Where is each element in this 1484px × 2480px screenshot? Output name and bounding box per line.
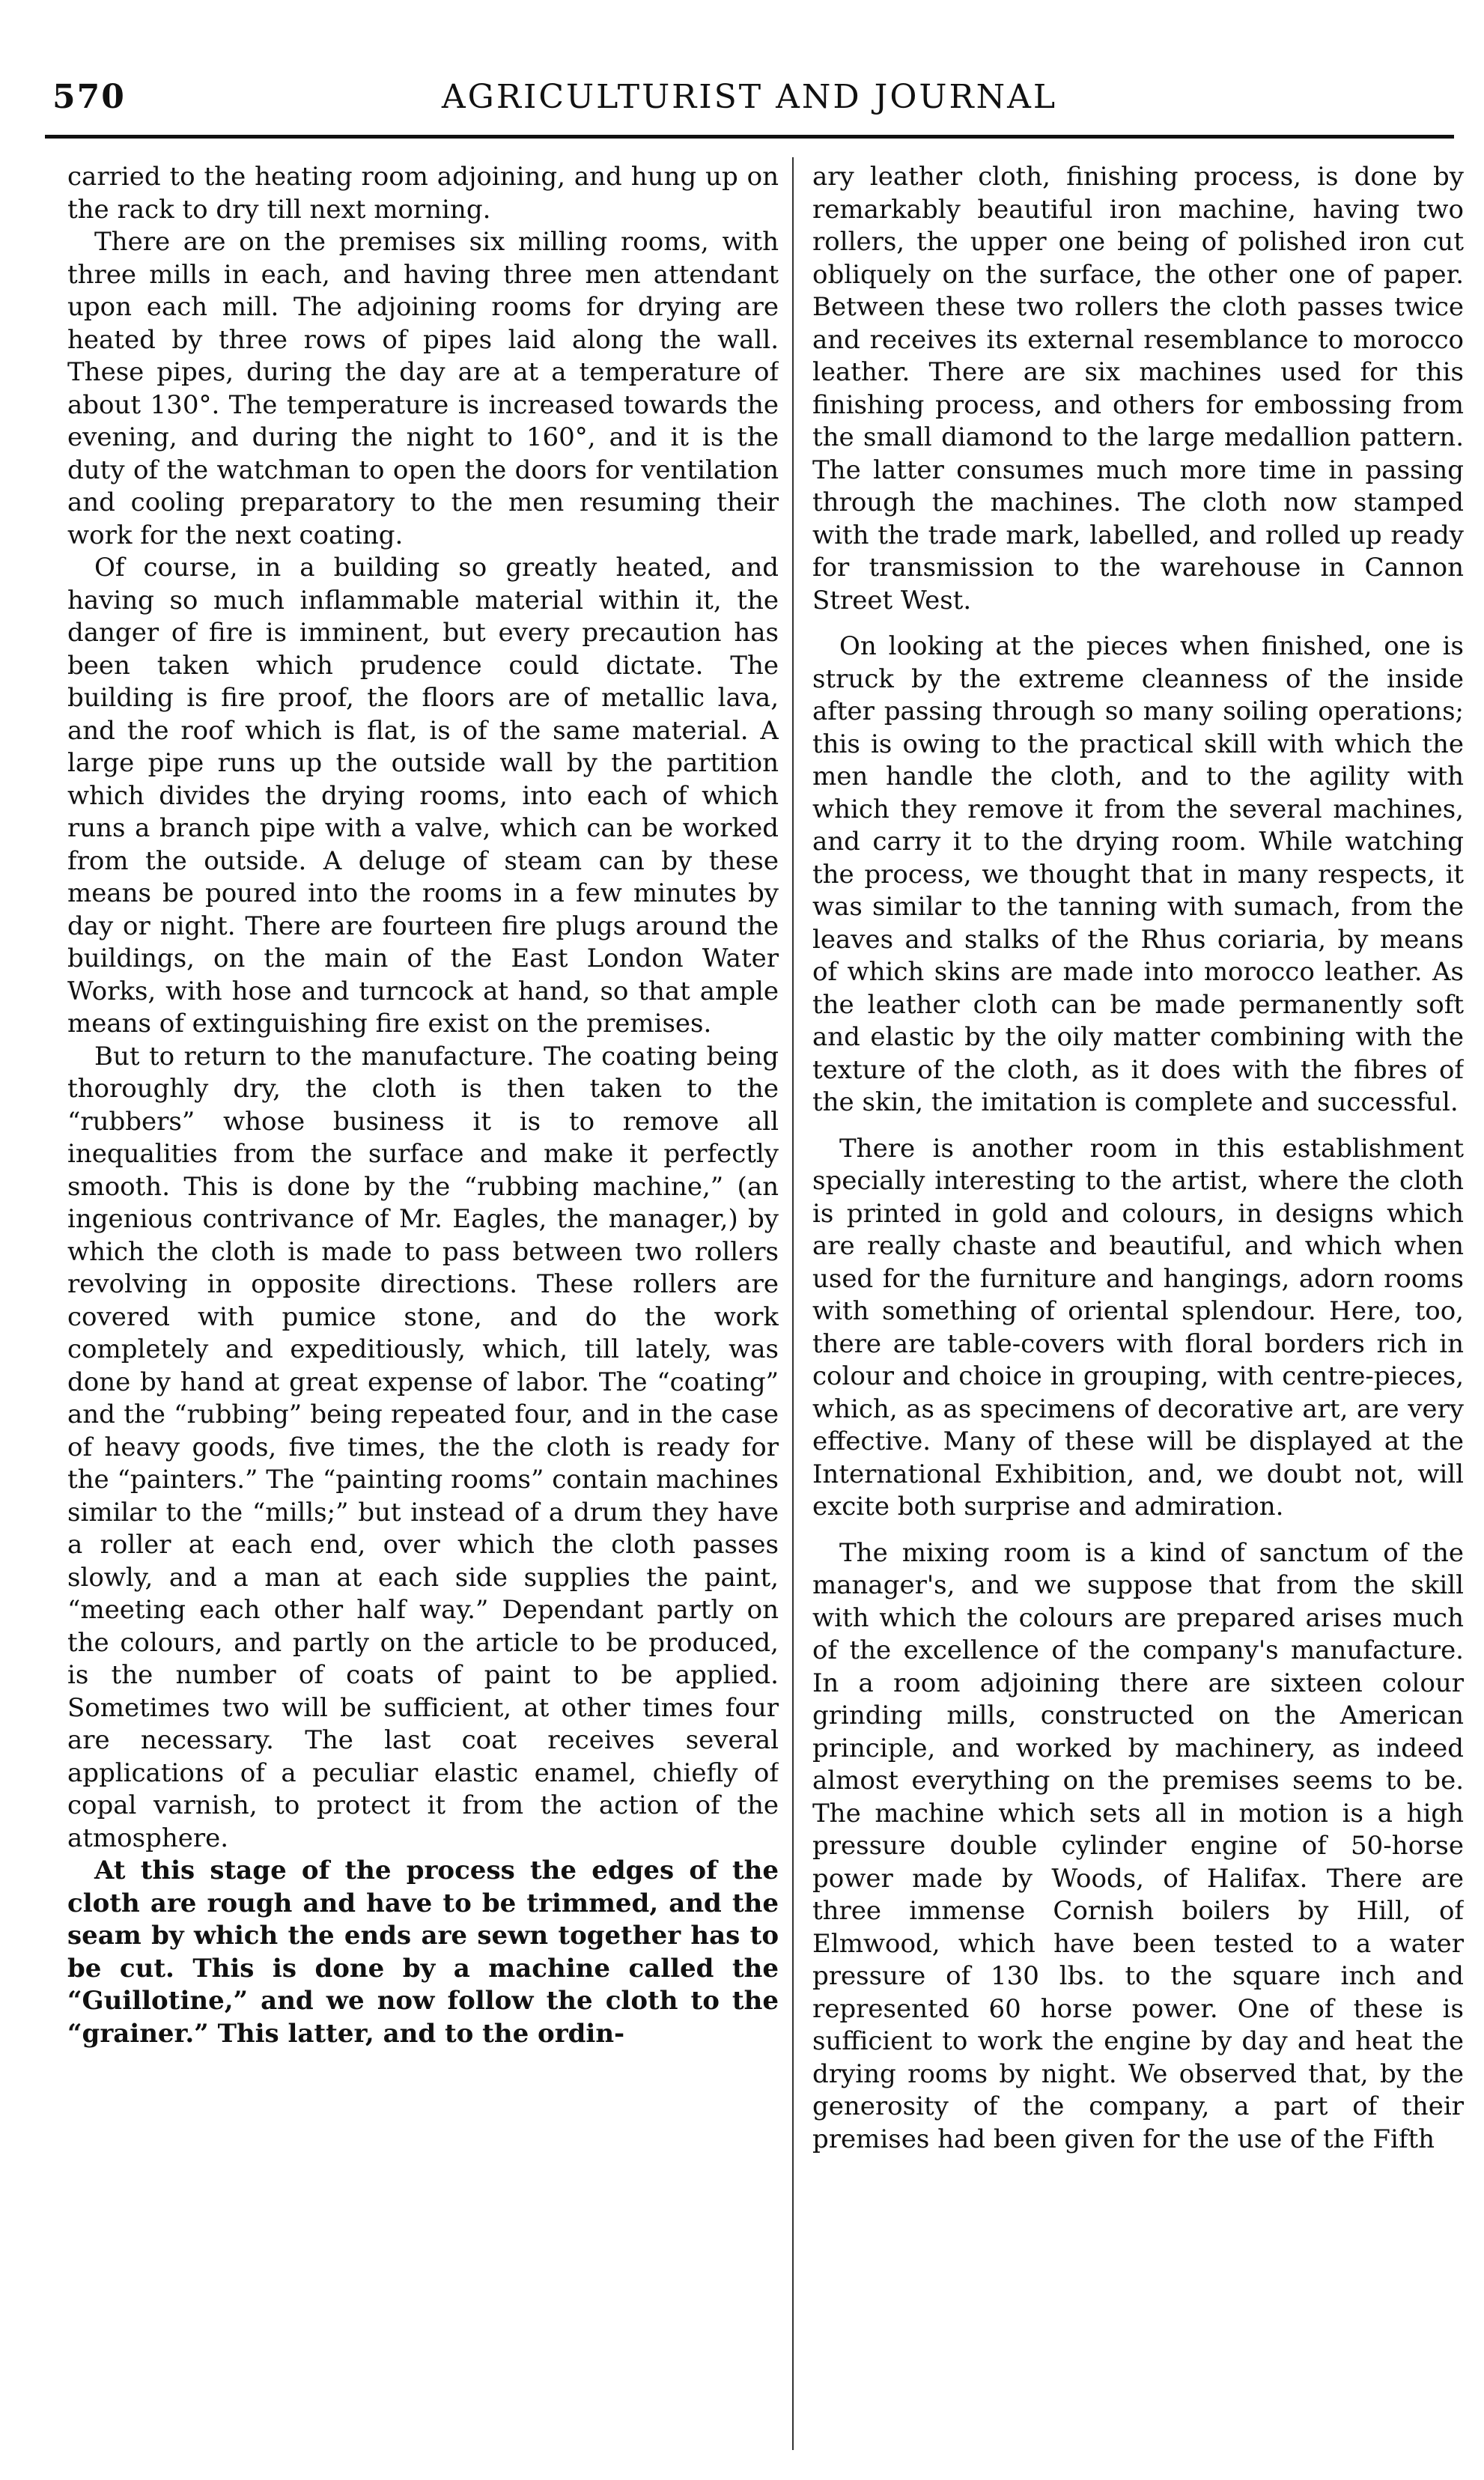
paragraph: There is another room in this establishment specially interesting to the artist, where the cloth is printed in gold and colours, in designs which are really chaste and beautiful, and which when used for the furniture and hangings, adorn rooms with something of oriental splendour. Here, too, there are table-covers with floral borders rich in colour and choice in grouping, with centre-pieces, which, as as specimens of decorative art, are very effective. Many of these will be displayed at the International Exhibition, and, we doubt not, will excite both surprise and admiration. [812,1133,1464,1522]
paragraph: On looking at the pieces when finished, one is struck by the extreme cleanness of the inside after passing through so many soiling operations; this is owing to the practical skill with which the men handle the cloth, and to the agility with which they remove it from the several machines, and carry it to the drying room. While watching the process, we thought that in many respects, it was similar to the tanning with sumach, from the leaves and stalks of the Rhus coriaria, by means of which skins are made into morocco leather. As the leather cloth can be made permanently soft and elastic by the oily matter combining with the texture of the cloth, as it does with the fibres of the skin, the imitation is complete and successful. [812,631,1464,1117]
paragraph: Of course, in a building so greatly heated, and having so much inflammable material within it, the danger of fire is imminent, but every precaution has been taken which prudence could dictate. The building is fire proof, the floors are of metallic lava, and the roof which is flat, is of the same material. A large pipe runs up the outside wall by the partition which divides the drying rooms, into each of which runs a branch pipe with a valve, which can be worked from the outside. A deluge of steam can by these means be poured into the rooms in a few minutes by day or night. There are fourteen fire plugs around the buildings, on the main of the East London Water Works, with hose and turncock at hand, so that ample means of extinguishing fire exist on the premises. [67,553,779,1039]
header-rule [45,135,1454,139]
page-number: 570 [52,78,126,116]
paragraph: ary leather cloth, finishing process, is done by remarkably beautiful iron machine, having two rollers, the upper one being of polished iron cut obliquely on the surface, the other one of paper. Between these two rollers the cloth passes twice and receives its external resemblance to morocco leather. There are six machines used for this finishing process, and others for embossing from the small diamond to the large medallion pattern. The latter consumes much more time in passing through the machines. The cloth now stamped with the trade mark, labelled, and rolled up ready for transmission to the warehouse in Cannon Street West. [812,162,1464,616]
paragraph: But to return to the manufacture. The coating being thoroughly dry, the cloth is then taken to the “rubbers” whose business it is to remove all inequalities from the surface and make it perfectly smooth. This is done by the “rubbing machine,” (an ingenious contrivance of Mr. Eagles, the manager,) by which the cloth is made to pass between two rollers revolving in opposite directions. These rollers are covered with pumice stone, and do the work completely and expeditiously, which, till lately, was done by hand at great expense of labor. The “coating” and the “rubbing” being repeated four, and in the case of heavy goods, five times, the the cloth is ready for the “painters.” The “painting rooms” contain machines similar to the “mills;” but instead of a drum they have a roller at each end, over which the cloth passes slowly, and a man at each side supplies the paint, “meeting each other half way.” Dependant partly on the colours, and partly on the article to be produced, is the number of coats of paint to be applied. Sometimes two will be sufficient, at other times four are necessary. The last coat receives several applications of a peculiar elastic enamel, chiefly of copal varnish, to protect it from the action of the atmosphere. [67,1041,779,1853]
paragraph: The mixing room is a kind of sanctum of the manager's, and we suppose that from the skill with which the colours are prepared arises much of the excellence of the company's manufacture. In a room adjoining there are sixteen colour grinding mills, constructed on the American principle, and worked by machinery, as indeed almost everything on the premises seems to be. The machine which sets all in motion is a high pressure double cylinder engine of 50-horse power made by Woods, of Halifax. There are three immense Cornish boilers by Hill, of Elmwood, which have been tested to a water pressure of 130 lbs. to the square inch and represented 60 horse power. One of these is sufficient to work the engine by day and heat the drying rooms by night. We observed that, by the generosity of the company, a part of their premises had been given for the use of the Fifth [812,1537,1464,2154]
left-column [67,161,779,2450]
running-title: AGRICULTURIST AND JOURNAL [441,78,1058,116]
right-column [812,161,1464,2450]
paragraph: At this stage of the process the edges of the cloth are rough and have to be trimmed, and the seam by which the ends are sewn together has to be cut. This is done by a machine called the “Guillotine,” and we now follow the cloth to the “grainer.” This latter, and to the ordin- [67,1856,779,2049]
column-rule [792,157,794,2450]
paragraph: There are on the premises six milling rooms, with three mills in each, and having three men attendant upon each mill. The adjoining rooms for drying are heated by three rows of pipes laid along the wall. These pipes, during the day are at a temperature of about 130°. The temperature is increased towards the evening, and during the night to 160°, and it is the duty of the watchman to open the doors for ventilation and cooling preparatory to the men resuming their work for the next coating. [67,227,779,550]
page-header [45,75,1454,127]
paragraph: carried to the heating room adjoining, and hung up on the rack to dry till next morning. [67,162,779,225]
